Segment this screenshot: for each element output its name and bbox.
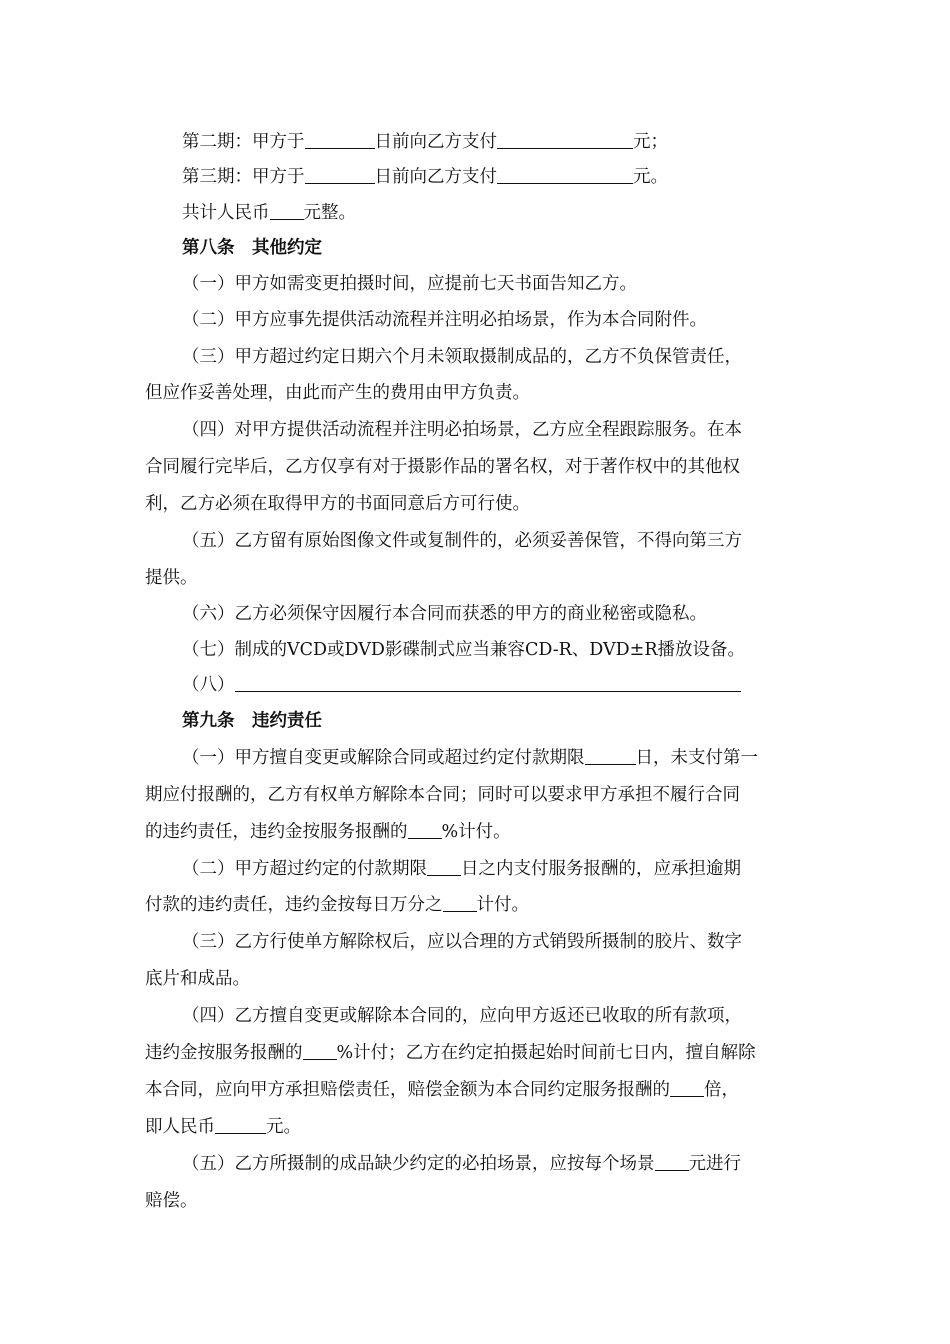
article-8-clause-7: （七）制成的VCD或DVD影碟制式应当兼容CD-R、DVD±R播放设备。 [182,640,746,660]
article-9-clause-4-line-4: 即人民币 元。 [145,1117,301,1137]
article-9-clause-2-line-1: （二）甲方超过约定的付款期限 日之内支付服务报酬的，应承担逾期 [182,859,741,879]
blank [670,1079,704,1098]
article-9-clause-4-line-2: 违约金按服务报酬的 %计付；乙方在约定拍摄起始时间前七日内，擅自解除 [145,1043,756,1063]
article-9-clause-1-line-1: （一）甲方擅自变更或解除合同或超过约定付款期限 日，未支付第一 [182,748,758,768]
blank [305,166,375,185]
article-8-clause-1: （一）甲方如需变更拍摄时间，应提前七天书面告知乙方。 [182,274,637,294]
blank [305,131,375,150]
blank [497,166,633,185]
blank [655,1153,689,1172]
article-9-clause-1-line-2: 期应付报酬的，乙方有权单方解除本合同；同时可以要求甲方承担不履行合同 [145,785,740,805]
blank [270,202,304,221]
article-8-clause-2: （二）甲方应事先提供活动流程并注明必拍场景，作为本合同附件。 [182,310,707,330]
blank [443,894,477,913]
article-8-clause-4-line-2: 合同履行完毕后，乙方仅享有对于摄影作品的署名权，对于著作权中的其他权 [145,457,740,477]
payment-total: 共计人民币 元整。 [182,203,356,223]
article-9-clause-5-line-1: （五）乙方所摄制的成品缺少约定的必拍场景，应按每个场景 元进行 [182,1154,741,1174]
article-9-clause-1-line-3: 的违约责任，违约金按服务报酬的 %计付。 [145,822,511,842]
article-9-clause-5-line-2: 赔偿。 [145,1191,198,1211]
payment-line-2: 第二期：甲方于 日前向乙方支付 元； [182,132,668,152]
article-9-clause-3-line-1: （三）乙方行使单方解除权后，应以合理的方式销毁所摄制的胶片、数字 [182,932,742,952]
article-8-clause-8: （八） [182,671,741,696]
article-8-clause-6: （六）乙方必须保守因履行本合同而获悉的甲方的商业秘密或隐私。 [182,604,707,624]
article-8-clause-5-line-1: （五）乙方留有原始图像文件或复制件的，必须妥善保管，不得向第三方 [182,531,742,551]
article-9-clause-4-line-1: （四）乙方擅自变更或解除本合同的，应向甲方返还已收取的所有款项， [182,1006,742,1026]
blank [497,131,633,150]
blank [303,1042,337,1061]
payment-line-3: 第三期：甲方于 日前向乙方支付 元。 [182,167,668,187]
blank [408,821,442,840]
article-8-clause-3-line-1: （三）甲方超过约定日期六个月未领取摄制成品的，乙方不负保管责任， [182,347,742,367]
article-8-clause-4-line-3: 利，乙方必须在取得甲方的书面同意后方可行使。 [145,494,530,514]
article-8-clause-5-line-2: 提供。 [145,568,198,588]
blank [235,674,741,693]
article-9-title: 第九条 违约责任 [182,711,322,731]
article-8-clause-3-line-2: 但应作妥善处理，由此而产生的费用由甲方负责。 [145,383,530,403]
blank [215,1116,266,1135]
blank [585,747,636,766]
article-8-clause-4-line-1: （四）对甲方提供活动流程并注明必拍场景，乙方应全程跟踪服务。在本 [182,420,742,440]
article-9-clause-3-line-2: 底片和成品。 [145,969,250,989]
blank [427,858,461,877]
article-9-clause-2-line-2: 付款的违约责任，违约金按每日万分之 计付。 [145,895,529,915]
article-8-title: 第八条 其他约定 [182,238,322,258]
article-9-clause-4-line-3: 本合同，应向甲方承担赔偿责任，赔偿金额为本合同约定服务报酬的 倍， [145,1080,739,1100]
